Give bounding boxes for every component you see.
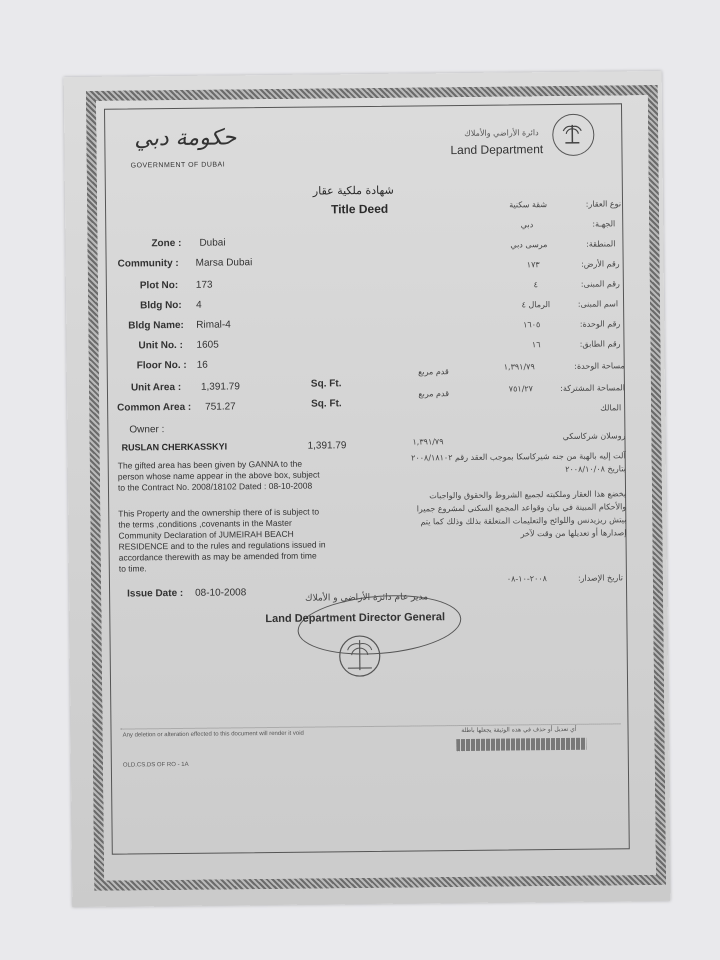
terms-line-5: accordance therewith as may be amended from time bbox=[118, 550, 317, 563]
government-logo-arabic: حكومة دبي bbox=[134, 125, 237, 152]
unit-area-unit-ar: قدم مربع bbox=[418, 367, 449, 377]
zone-label: Zone : bbox=[151, 237, 182, 250]
terms-line-3: Community Declaration of JUMEIRAH BEACH bbox=[118, 528, 294, 541]
issue-date-value-ar: ٢٠٠٨-١٠-٠٨ bbox=[506, 574, 547, 584]
plot-value: 173 bbox=[195, 279, 213, 291]
owner-label-ar: المالك bbox=[600, 403, 622, 413]
unit-label-ar: رقم الوحدة: bbox=[579, 319, 621, 329]
director-title-en: Land Department Director General bbox=[265, 611, 446, 626]
form-code: OLD.CS.DS OF RO - 1A bbox=[122, 761, 189, 769]
plot-label-ar: رقم الأرض: bbox=[581, 259, 620, 269]
barcode-icon bbox=[457, 738, 587, 751]
owner-area-ar: ١,٣٩١/٧٩ bbox=[412, 437, 444, 447]
gift-line-1-ar: آلت إليه بالهبة من جنه شيركاسكا بموجب العقد رقم ٢٠٠٨/١٨١٠٢ bbox=[411, 451, 626, 463]
common-area-label: Common Area : bbox=[117, 401, 192, 414]
gift-line-2: person whose name appear in the above box, subject bbox=[117, 469, 320, 482]
bldg-name-value: Rimal-4 bbox=[196, 319, 231, 331]
unit-area-unit: Sq. Ft. bbox=[310, 378, 342, 390]
terms-line-2-ar: والأحكام المبينة في بيان وقواعد المجمع السكني لمشروع جميرا bbox=[416, 502, 627, 514]
unit-value: 1605 bbox=[196, 339, 219, 351]
footer-note-ar: أي تعديل أو حذف في هذه الوثيقة يجعلها باطلة bbox=[461, 725, 577, 735]
common-value-ar: ٧٥١/٢٧ bbox=[508, 384, 534, 394]
terms-line-1-ar: يخضع هذا العقار وملكيته لجميع الشروط والحقوق والواجبات bbox=[429, 489, 627, 501]
footer-note-en: Any deletion or alteration effected to this document will render it void bbox=[122, 730, 304, 739]
owner-name-ar: روسلان شركاسكي bbox=[562, 431, 626, 441]
unit-area-label-ar: مساحة الوحدة: bbox=[574, 361, 625, 371]
issue-date-label-ar: تاريخ الإصدار: bbox=[577, 573, 623, 583]
owner-area: 1,391.79 bbox=[307, 440, 347, 452]
owner-label: Owner : bbox=[129, 424, 165, 436]
zone-value: Dubai bbox=[199, 237, 226, 249]
terms-line-1: This Property and the ownership there of is subject to bbox=[118, 506, 320, 519]
terms-line-4: RESIDENCE and to the rules and regulations issued in bbox=[118, 539, 326, 552]
issue-date-value: 08-10-2008 bbox=[195, 587, 247, 599]
bldg-value-ar: ٤ bbox=[533, 280, 538, 290]
bldg-name-label-ar: اسم المبنى: bbox=[577, 299, 619, 309]
community-label: Community : bbox=[117, 257, 179, 270]
unit-area-value-ar: ١,٣٩١/٧٩ bbox=[503, 362, 535, 372]
bldg-name-value-ar: الرمال ٤ bbox=[521, 300, 551, 310]
entity-value-ar: دبي bbox=[520, 220, 534, 230]
gift-line-1: The gifted area has been given by GANNA to the bbox=[117, 458, 303, 471]
floor-label: Floor No. : bbox=[136, 359, 187, 372]
common-area-value: 751.27 bbox=[205, 401, 236, 413]
floor-label-ar: رقم الطابق: bbox=[579, 339, 621, 349]
land-department-arabic: دائرة الأراضي والأملاك bbox=[464, 128, 539, 138]
gift-line-2-ar: بتاريخ ٢٠٠٨/١٠/٠٨ bbox=[565, 464, 626, 474]
area-value-ar: مرسى دبي bbox=[510, 240, 548, 250]
floor-value-ar: ١٦ bbox=[531, 340, 541, 350]
area-label-ar: المنطقة: bbox=[586, 239, 616, 249]
land-department-english: Land Department bbox=[450, 142, 544, 158]
entity-label-ar: الجهـة: bbox=[592, 219, 616, 229]
unit-area-value: 1,391.79 bbox=[200, 381, 240, 393]
type-value-ar: شقة سكنية bbox=[509, 200, 548, 210]
unit-value-ar: ١٦٠٥ bbox=[523, 320, 541, 330]
common-label-ar: المساحة المشتركة: bbox=[560, 383, 626, 393]
community-value: Marsa Dubai bbox=[195, 257, 253, 269]
bldg-no-label: Bldg No: bbox=[140, 299, 182, 312]
plot-label: Plot No: bbox=[139, 279, 179, 292]
land-department-seal-icon bbox=[552, 114, 594, 156]
common-area-unit: Sq. Ft. bbox=[311, 398, 342, 410]
title-arabic: شهادة ملكية عقار bbox=[312, 183, 394, 198]
document-sheet bbox=[64, 71, 671, 907]
gift-line-3: to the Contract No. 2008/18102 Dated : 08-10-2008 bbox=[117, 480, 313, 493]
terms-line-6: to time. bbox=[118, 563, 147, 574]
common-unit-ar: قدم مربع bbox=[418, 389, 450, 399]
title-deed-page bbox=[64, 71, 671, 907]
director-title-ar: مدير عام دائرة الأراضي و الأملاك bbox=[305, 592, 429, 604]
title-english: Title Deed bbox=[330, 201, 389, 217]
owner-name: RUSLAN CHERKASSKYI bbox=[121, 441, 228, 453]
terms-line-4-ar: إصدارها أو تعديلها من وقت لآخر bbox=[520, 528, 627, 539]
bldg-no-value: 4 bbox=[196, 299, 202, 311]
bldg-name-label: Bldg Name: bbox=[128, 319, 184, 332]
terms-line-3-ar: بيتش ريزيدنس واللوائح والتعليمات المتعلقة بذلك وذلك كما يتم bbox=[420, 515, 627, 527]
type-label-ar: نوع العقار: bbox=[585, 199, 622, 209]
government-logo-english: GOVERNMENT OF DUBAI bbox=[130, 161, 226, 170]
issue-date-label: Issue Date : bbox=[127, 587, 184, 600]
plot-value-ar: ١٧٣ bbox=[526, 260, 540, 270]
floor-value: 16 bbox=[196, 359, 208, 371]
unit-area-label: Unit Area : bbox=[130, 381, 182, 394]
bldg-label-ar: رقم المبنى: bbox=[580, 279, 620, 289]
government-emblem-icon bbox=[331, 630, 388, 681]
terms-line-2: the terms ,conditions ,covenants in the Master bbox=[118, 517, 292, 530]
unit-label: Unit No. : bbox=[138, 339, 183, 352]
